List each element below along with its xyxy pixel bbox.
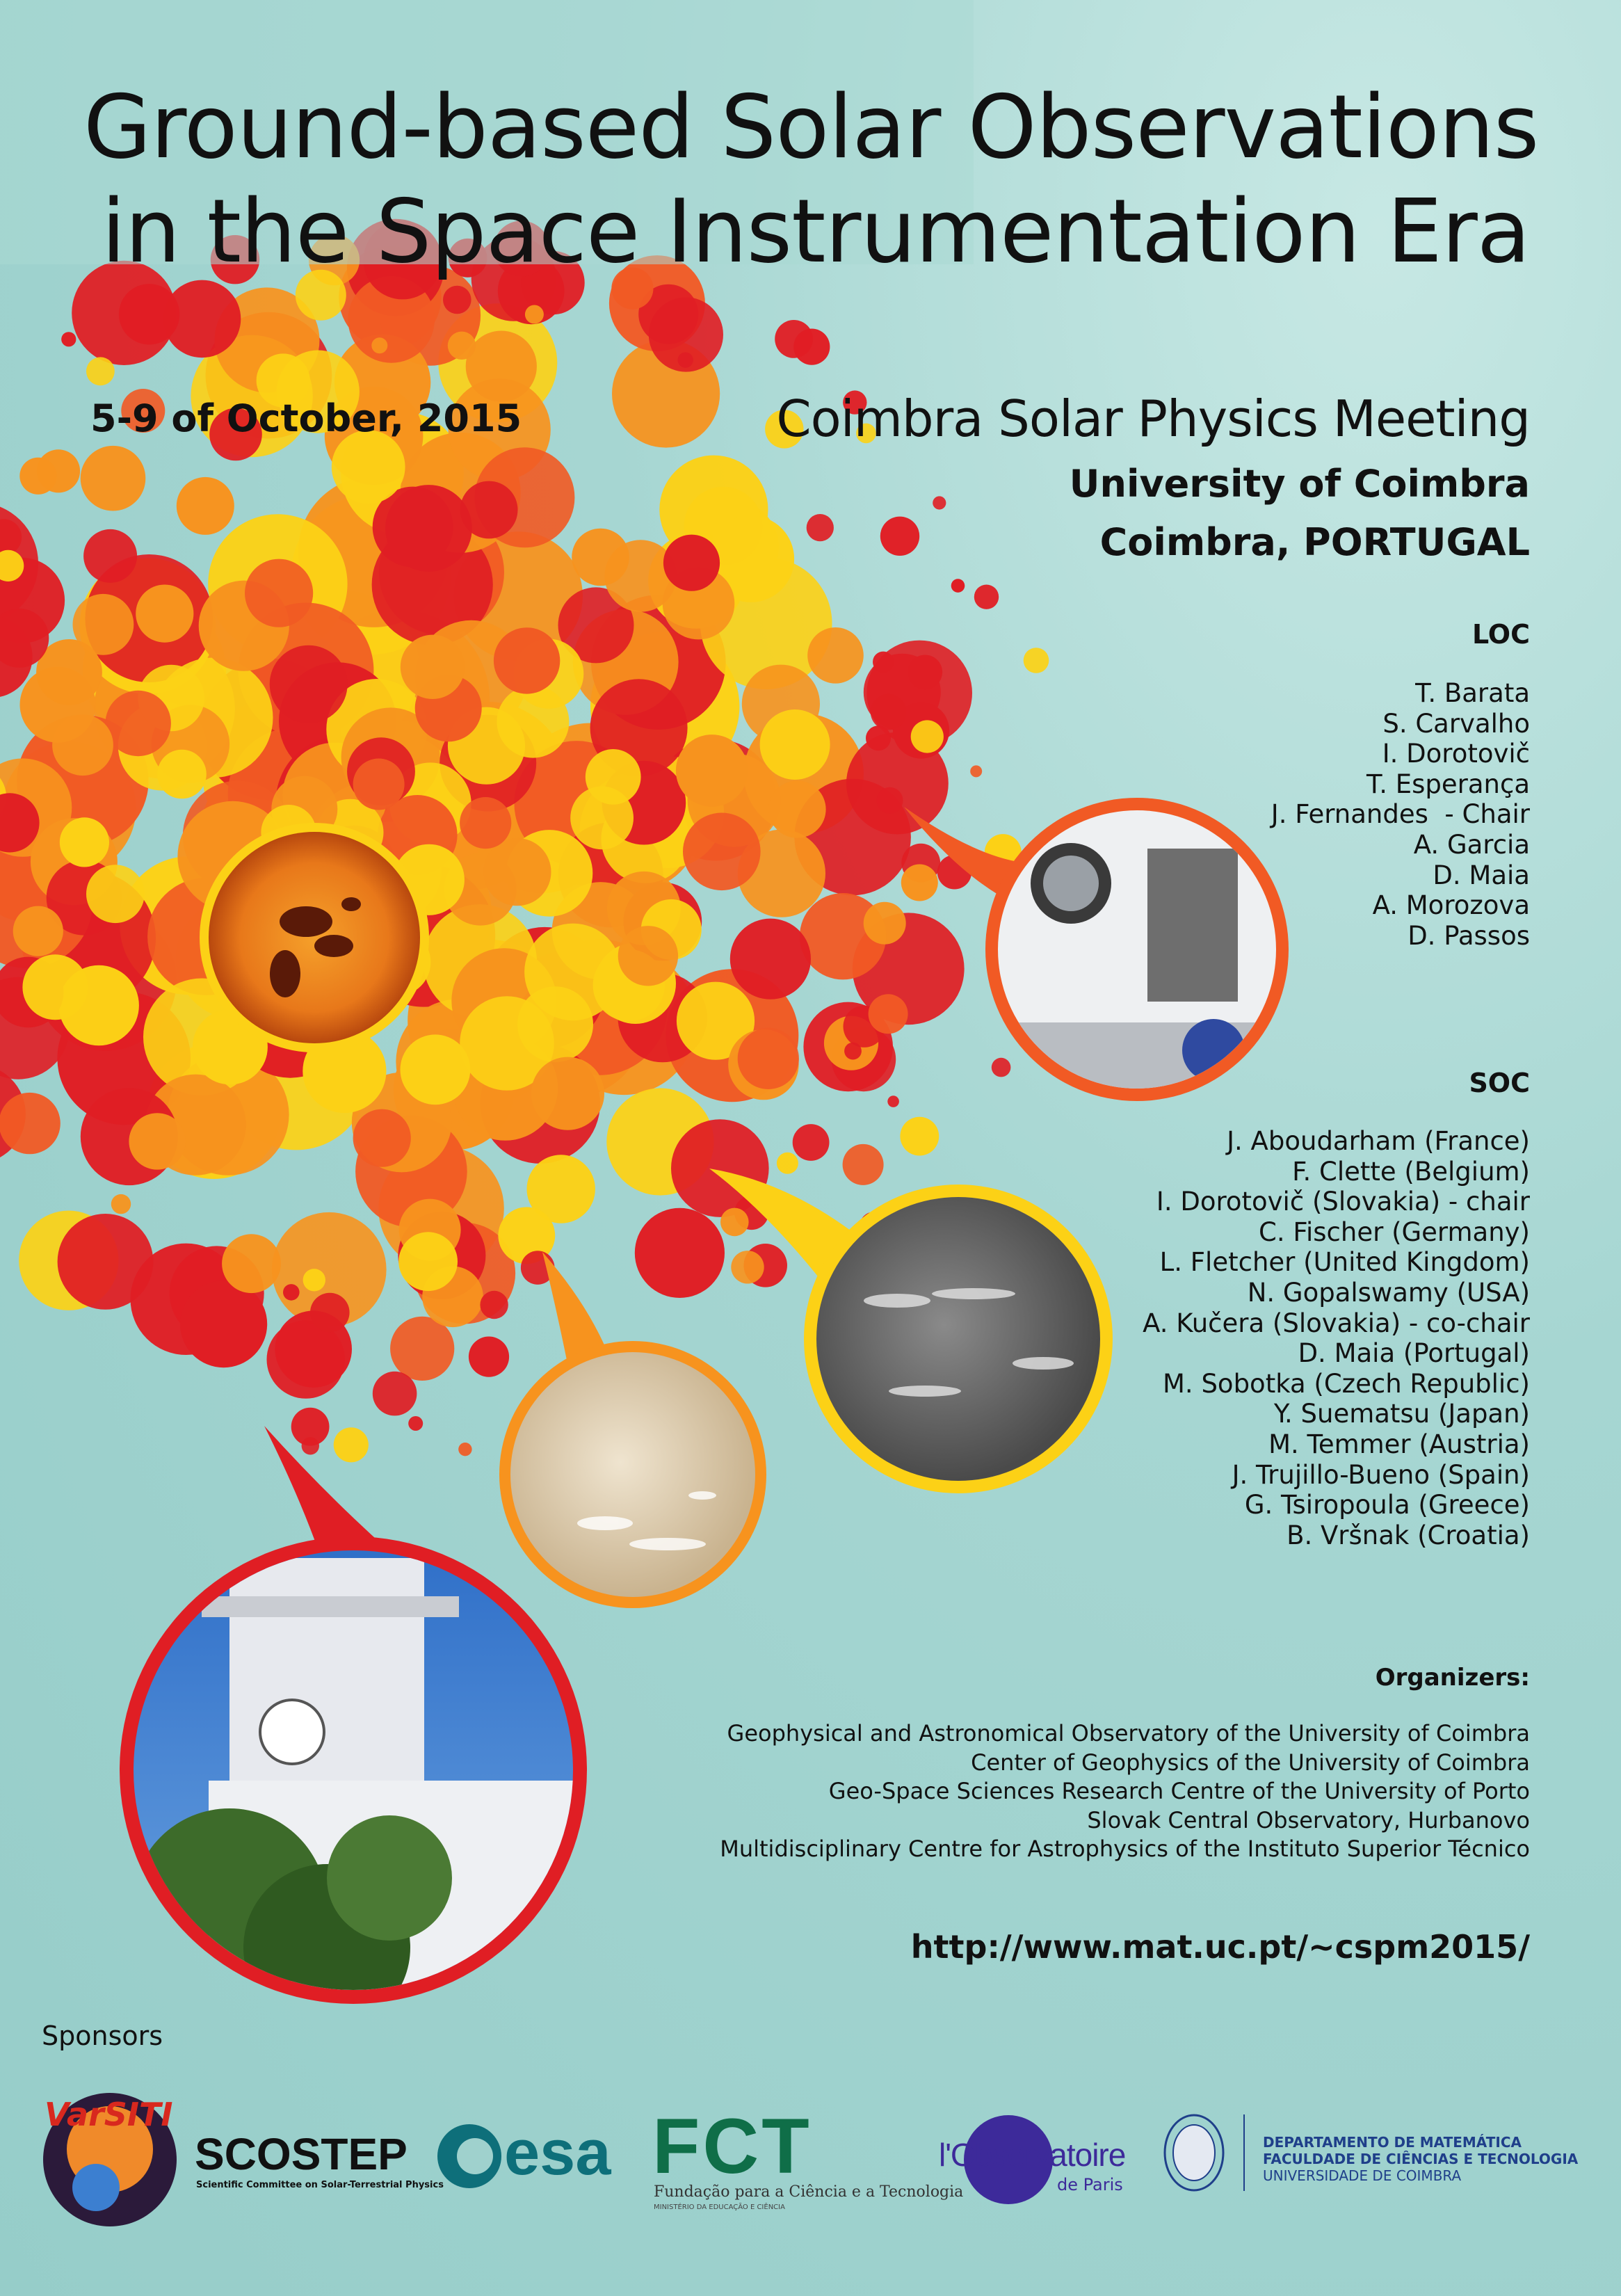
esa-logo [435,2118,629,2194]
list-item: N. Gopalswamy (USA) [1247,1277,1530,1308]
esa-wordmark: esa [504,2117,611,2188]
list-item: A. Morozova [1372,890,1530,921]
scostep-subtitle: Scientific Committee on Solar-Terrestrial Physics [196,2180,444,2190]
poster-title [83,75,1539,284]
list-item: G. Tsiropoula (Greece) [1244,1490,1530,1520]
list-item: Geo-Space Sciences Research Centre of the University of Porto [828,1778,1530,1804]
fct-wordmark: FCT [652,2103,812,2190]
list-item: L. Fletcher (United Kingdom) [1159,1247,1530,1278]
varsiti-wordmark: VarSITI [45,2096,173,2133]
title-line-1: Ground-based Solar Observations [83,76,1539,178]
scostep-logo [195,2128,444,2198]
list-item: T. Barata [1415,678,1530,708]
list-item: I. Dorotovič [1382,739,1530,769]
list-item: Multidisciplinary Centre for Astrophysics of the Instituto Superior Técnico [720,1836,1530,1862]
list-item: J. Fernandes - Chair [1271,799,1530,830]
list-item: F. Clette (Belgium) [1292,1156,1530,1187]
conference-url-link[interactable]: http://www.mat.uc.pt/~cspm2015/ [910,1928,1530,1966]
title-line-2: in the Space Instrumentation Era [101,180,1530,282]
varsiti-logo [40,2090,179,2229]
list-item: M. Temmer (Austria) [1268,1429,1530,1459]
organizers-list [720,1719,1530,1864]
list-item: J. Aboudarham (France) [1227,1126,1530,1156]
list-item: I. Dorotovič (Slovakia) - chair [1156,1187,1530,1217]
math-department-logo [1243,2114,1606,2191]
list-item: T. Esperança [1366,769,1530,799]
list-item: D. Maia [1433,860,1530,890]
list-item: M. Sobotka (Czech Republic) [1163,1368,1530,1399]
list-item: S. Carvalho [1382,708,1530,739]
list-item: C. Fischer (Germany) [1259,1217,1530,1247]
university-name: University of Coimbra [1069,462,1530,506]
soc-member-list [1143,1126,1530,1550]
observatoire-wordmark: l'Observatoire [939,2137,1126,2173]
observatoire-subtitle: de Paris [1057,2175,1123,2194]
list-item: D. Maia (Portugal) [1298,1338,1530,1369]
meeting-name: Coimbra Solar Physics Meeting [776,390,1530,448]
list-item: B. Vršnak (Croatia) [1287,1520,1530,1550]
list-item: Slovak Central Observatory, Hurbanovo [1087,1806,1530,1833]
event-date: 5-9 of October, 2015 [90,396,522,440]
loc-heading: LOC [1471,619,1530,650]
list-item: D. Passos [1408,920,1530,951]
university-seal-icon [1163,2113,1225,2193]
fct-ministry: MINISTÉRIO DA EDUCAÇÃO E CIÊNCIA [654,2203,785,2211]
event-city: Coimbra, PORTUGAL [1099,520,1530,564]
list-item: J. Trujillo-Bueno (Spain) [1232,1459,1530,1490]
list-item: A. Kučera (Slovakia) - co-chair [1143,1308,1530,1338]
organizers-heading: Organizers: [1375,1664,1530,1692]
loc-member-list [1271,678,1530,951]
list-item: Center of Geophysics of the University of Coimbra [971,1749,1530,1776]
coimbra-seal-logo [1163,2113,1225,2193]
dept-line-1: DEPARTAMENTO DE MATEMÁTICA [1263,2134,1522,2151]
sponsors-label: Sponsors [42,2021,163,2051]
scostep-wordmark: SCOSTEP [195,2129,408,2179]
list-item: Geophysical and Astronomical Observatory of the University of Coimbra [727,1720,1530,1747]
soc-heading: SOC [1469,1068,1530,1098]
dept-line-3: UNIVERSIDADE DE COIMBRA [1263,2167,1462,2184]
observatoire-paris-logo [939,2111,1147,2208]
fct-logo [652,2103,964,2215]
list-item: A. Garcia [1413,829,1530,860]
esa-emblem-icon [435,2121,504,2191]
list-item: Y. Suematsu (Japan) [1273,1399,1530,1429]
fct-subtitle: Fundação para a Ciência e a Tecnologia [654,2183,964,2201]
dept-line-2: FACULDADE DE CIÊNCIAS E TECNOLOGIA [1263,2151,1579,2167]
